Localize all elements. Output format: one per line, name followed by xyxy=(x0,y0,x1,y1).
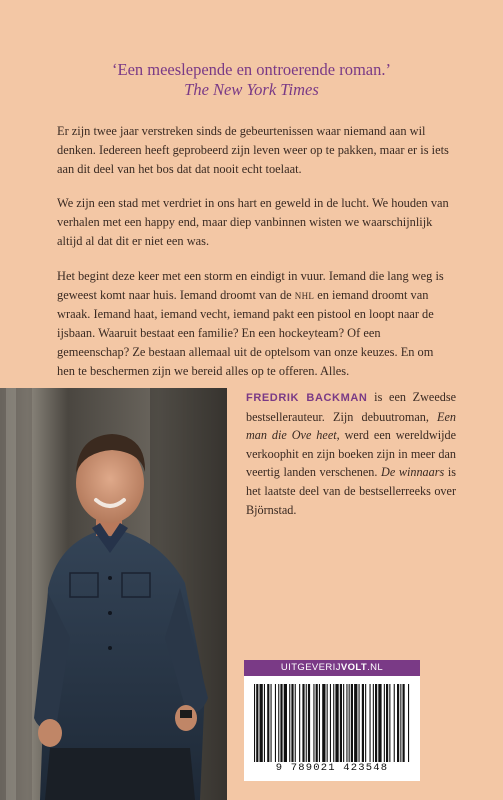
barcode-bar xyxy=(295,684,296,762)
barcode-bar xyxy=(397,684,399,762)
bio-text-3: is het laatste deel van de bestsellerreeks over Björnstad. xyxy=(246,465,456,517)
barcode-bar xyxy=(302,684,304,762)
barcode-bar xyxy=(346,684,347,762)
barcode-bar xyxy=(359,684,360,762)
barcode-bar xyxy=(327,684,328,762)
barcode-bar xyxy=(299,684,300,762)
barcode-bar xyxy=(362,684,364,762)
quote-source: The New York Times xyxy=(184,80,319,99)
barcode-bar xyxy=(349,684,350,762)
barcode-bar xyxy=(375,684,377,762)
blurb-text-2: We zijn een stad met verdriet in ons hart en geweld in de lucht. We houden van verhalen met een happy end, maar diep vanbinnen wisten we waarschijnlijk altijd al dat dit er niet een was. xyxy=(57,196,449,248)
barcode-bar xyxy=(291,684,293,762)
author-name: FREDRIK BACKMAN xyxy=(246,392,368,404)
barcode-bar xyxy=(351,684,353,762)
publisher-name: VOLT xyxy=(340,662,368,673)
blurb-paragraph-2 xyxy=(57,194,451,251)
barcode-bar xyxy=(264,684,265,762)
blurb-paragraph-1 xyxy=(57,122,451,179)
nhl-abbreviation: nhl xyxy=(294,288,315,302)
barcode-bar xyxy=(354,684,357,762)
barcode-bar xyxy=(340,684,342,762)
blurb-text-3 xyxy=(57,267,451,381)
barcode-bar xyxy=(319,684,320,762)
review-quote xyxy=(0,60,503,100)
barcode-bar xyxy=(275,684,276,762)
quote-text: ‘Een meeslepende en ontroerende roman.’ xyxy=(112,60,391,79)
author-photo-illustration xyxy=(0,388,227,800)
barcode-bar xyxy=(389,684,390,762)
barcode-bar xyxy=(384,684,385,762)
barcode-bar xyxy=(400,684,401,762)
isbn-number: 9 789021 423548 xyxy=(275,762,389,774)
barcode-bar xyxy=(373,684,374,762)
barcode-panel xyxy=(244,660,420,781)
barcode-bar xyxy=(260,684,263,762)
barcode-bar xyxy=(267,684,269,762)
barcode-bar xyxy=(280,684,282,762)
barcode-bar xyxy=(289,684,290,762)
barcode xyxy=(252,684,412,762)
barcode-bar xyxy=(394,684,395,762)
barcode-bar xyxy=(308,684,310,762)
barcode-bar xyxy=(330,684,331,762)
debut-novel-title: Een man die Ove heet xyxy=(246,409,456,443)
barcode-bar xyxy=(306,684,307,762)
barcode-bar xyxy=(316,684,318,762)
blurb-text-3a: Het begint deze keer met een storm en eindigt in vuur. Iemand die lang weg is geweest komt naar huis. Iemand droomt van de xyxy=(57,269,444,302)
barcode-bar xyxy=(403,684,405,762)
barcode-bar xyxy=(365,684,366,762)
author-bio xyxy=(246,388,456,519)
barcode-bar xyxy=(278,684,279,762)
publisher-suffix: .NL xyxy=(367,662,384,673)
barcode-bar xyxy=(256,684,258,762)
barcode-bar xyxy=(271,684,272,762)
publisher-logo xyxy=(244,660,420,676)
barcode-bar xyxy=(333,684,334,762)
barcode-bar xyxy=(343,684,344,762)
bio-text-1: is een Zweedse bestsellerauteur. Zijn debuutroman, xyxy=(246,390,456,424)
barcode-bar xyxy=(386,684,388,762)
barcode-bar xyxy=(313,684,314,762)
book-title: De winnaars xyxy=(381,465,445,480)
barcode-bar xyxy=(284,684,287,762)
barcode-bar xyxy=(408,684,409,762)
barcode-bar xyxy=(370,684,371,762)
barcode-bar xyxy=(254,684,255,762)
author-bio-text xyxy=(246,388,456,519)
author-photo xyxy=(0,388,227,800)
blurb-paragraph-3 xyxy=(57,267,451,381)
barcode-bar xyxy=(322,684,325,762)
blurb-text-1: Er zijn twee jaar verstreken sinds de gebeurtenissen waar niemand aan wil denken. Iedereen heeft geprobeerd zijn leven weer op te pakken, maar er is iets aan dit deel van het bos dat dat nooit echt toelaat. xyxy=(57,124,449,176)
blurb-text-3b: en iemand droomt van wraak. Iemand haat, iemand vecht, iemand pakt een pistool en loopt naar de ijsbaan. Waaruit bestaat een familie? En een hockeyteam? Of een gemeenschap? Ze bestaan allemaal uit de optelsom van onze keuzes. En om hen te beschermen zijn we bereid alles op te offeren. Alles. xyxy=(57,288,434,378)
barcode-bar xyxy=(378,684,381,762)
publisher-prefix: UITGEVERIJ xyxy=(280,662,341,673)
bio-text-2: , werd een wereldwijde verkoophit en zijn boeken zijn in meer dan veertig landen verschenen. xyxy=(246,428,456,480)
barcode-bar xyxy=(335,684,338,762)
